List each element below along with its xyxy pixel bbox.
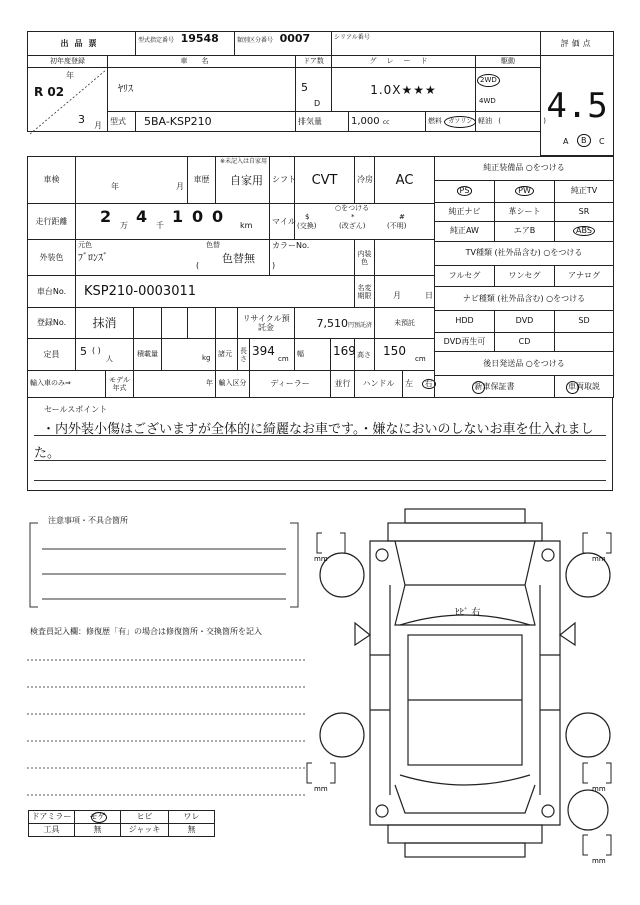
- grade-score-label: 評価点: [541, 32, 614, 56]
- drive-cell: [476, 68, 541, 112]
- recycle-not: 未預託: [375, 307, 435, 339]
- navi-type-title: ナビ種類 (社外品含む) ○をつける: [435, 287, 614, 311]
- mileage-digit-1: 2: [100, 207, 112, 227]
- doors-cell: 5 D: [296, 68, 332, 112]
- caution-bracket: [28, 519, 300, 609]
- mileage-label: 走行距離: [28, 204, 76, 240]
- import-dealer: ディーラー: [250, 370, 331, 397]
- mm-label-rr: mm: [592, 785, 606, 793]
- class-no-cell: 類別区分番号 0007: [235, 32, 332, 56]
- shift-label: シフト: [270, 157, 295, 204]
- mm-label-fl: mm: [314, 555, 328, 563]
- mm-label-fr: mm: [592, 555, 606, 563]
- mileage-digit-3: 1: [172, 207, 184, 227]
- shaken-label: 車検: [28, 157, 76, 204]
- jack-value: 無: [169, 824, 215, 837]
- odo-status-cell: ○をつける $ (交換) * (改ざん) # (不明): [295, 204, 435, 240]
- color-no-label: カラーNo.: [270, 240, 355, 276]
- handle-label: ハンドル: [355, 370, 403, 397]
- fuel-gasoline: ガソリン: [444, 116, 476, 128]
- evaluation-score: 4.5: [541, 56, 614, 156]
- capacity-cell: 5 ( ) 人: [76, 339, 134, 371]
- name-change-cell: 月 日: [375, 276, 435, 308]
- load-label: 積載量: [134, 339, 162, 371]
- length-cell: 394 cm: [250, 339, 295, 371]
- mirror-hibi: ヒビ: [121, 811, 169, 824]
- reg-no-value: 抹消: [76, 307, 134, 339]
- docs-warranty: 新車保証書: [474, 381, 515, 391]
- fuel-diesel-cell: 軽油 ( ): [476, 112, 575, 132]
- accessories-table: [28, 810, 215, 837]
- displacement-label: 排気量: [296, 112, 349, 132]
- displacement-value: 1,000: [351, 115, 380, 127]
- shaken-cell: 年 月: [76, 157, 188, 204]
- model-value: 5BA-KSP210: [136, 112, 296, 132]
- equip-aw: 純正AW: [435, 222, 495, 242]
- details-table: 車検 年 月 車歴 ※未記入は自家用 自家用 シフト CVT 冷房 AC 走行距離 2 万 4 千 1 0 0 km マイル ○をつける $ (交換) * (改ざん) # (不明) 外装色 元色 ﾌﾞﾛﾝｽﾞ 色替 色替無 ( ) カラーNo. 内装色 車台No. KSP210-0003011 名変期限 月 日 登録No. 抹消 リサイクル預託金 7,510円預託済 未預託 定員 5 ( ) 人 積載量 kg 諸元 長さ 394 cm 幅 169 高さ 150 cm 輸入車のみ⇒ モデル年式 年 輸入区分 ディーラー 並行 ハンドル 左 右: [27, 156, 435, 398]
- mm-label-spare: mm: [592, 857, 606, 865]
- equip-sr: SR: [555, 202, 614, 222]
- tv-oneseg: ワンセグ: [495, 265, 555, 287]
- inspector-lines: [27, 640, 307, 800]
- equip-ps: PS: [457, 186, 473, 196]
- navi-sd: SD: [555, 311, 614, 333]
- navi-dvd: DVD: [495, 311, 555, 333]
- form-title: 出品票: [28, 32, 136, 56]
- int-color-label: 内装色: [355, 240, 375, 276]
- interior-b: B: [577, 134, 591, 147]
- equip-pw: PW: [515, 186, 534, 196]
- import-class-label: 輸入区分: [216, 370, 250, 397]
- mirror-label: ドアミラー: [29, 811, 75, 824]
- interior-grade: [561, 134, 611, 150]
- handle-right: 右: [422, 379, 436, 389]
- serial-cell: シリアル番号: [332, 32, 541, 56]
- color-label: 外装色: [28, 240, 76, 276]
- load-cell: kg: [162, 339, 216, 371]
- damage-annotation: ﾋﾋﾞ 右: [455, 608, 481, 618]
- chassis-value: KSP210-0003011: [76, 276, 355, 308]
- import-label: 輸入車のみ⇒: [28, 370, 106, 397]
- dvd-play: DVD再生可: [435, 332, 495, 352]
- recycle-cell: 7,510円預託済: [295, 307, 375, 339]
- warranty-circle-mark: [472, 381, 485, 394]
- recycle-label: リサイクル預託金: [238, 307, 295, 339]
- docs-manual: 車両取説: [555, 376, 614, 398]
- history-cell: ※未記入は自家用 自家用: [216, 157, 270, 204]
- mirror-mo-circle: [91, 812, 107, 823]
- manual-circle-mark: [566, 381, 579, 394]
- displacement-cell: 1,000 cc: [349, 112, 426, 132]
- sales-line-1: ・内外装小傷はございますが全体的に綺麗なお車です。・嫌なにおいのしないお車を仕入れまし: [42, 422, 594, 437]
- tv-type-title: TV種類 (社外品含む) ○をつける: [435, 241, 614, 265]
- car-name-label: 車名: [108, 56, 296, 68]
- equipment-table: [434, 156, 614, 398]
- equip-airbag: エアB: [495, 222, 555, 242]
- history-label: 車歴: [188, 157, 216, 204]
- docs-warranty-cell: [435, 376, 555, 398]
- chassis-label: 車台No.: [28, 276, 76, 308]
- header-table: [27, 31, 614, 156]
- caution-label: 注意事項・不具合箇所: [48, 516, 128, 525]
- drive-2wd: 2WD: [477, 74, 500, 87]
- length-value: 394: [252, 344, 275, 359]
- equip-leather: 革シート: [495, 202, 555, 222]
- first-reg-month: 3: [78, 113, 85, 126]
- length-label: 長さ: [238, 339, 250, 371]
- color-cell: 元色 ﾌﾞﾛﾝｽﾞ 色替 色替無 ( ): [76, 240, 270, 276]
- mileage-digit-5: 0: [212, 207, 224, 227]
- model-label: 型式: [108, 112, 136, 132]
- mile-label: マイル: [270, 204, 295, 240]
- car-name: ﾔﾘｽ: [108, 68, 296, 112]
- doors-label: ドア数: [296, 56, 332, 68]
- fuel-cell: 燃料 ガソリン: [426, 112, 476, 132]
- equip-tv: 純正TV: [555, 180, 614, 202]
- height-value: 150: [383, 344, 406, 359]
- width-value: 169: [333, 344, 356, 359]
- sales-line-2: た。: [34, 446, 61, 461]
- name-change-label: 名変期限: [355, 276, 375, 308]
- handle-left: 左: [405, 378, 414, 388]
- jack-label: ジャッキ: [121, 824, 169, 837]
- reg-no-label: 登録No.: [28, 307, 76, 339]
- sales-point-box: [27, 398, 613, 491]
- class-no: 0007: [279, 32, 311, 45]
- car-diagram: [300, 495, 640, 875]
- tools-value: 無: [75, 824, 121, 837]
- history-value: 自家用: [230, 174, 263, 187]
- type-cert-cell: 型式指定番号 19548: [136, 32, 235, 56]
- model-year-label: モデル年式: [106, 370, 134, 397]
- int-color-cell: [375, 240, 435, 276]
- equipment-title: 純正装備品 ○をつける: [435, 157, 614, 181]
- type-cert-no: 19548: [180, 32, 219, 45]
- tv-analog: アナログ: [555, 265, 614, 287]
- grade-value: 1.0X★★★: [332, 68, 476, 112]
- mileage-cell: 2 万 4 千 1 0 0 km: [76, 204, 270, 240]
- tools-label: 工具: [29, 824, 75, 837]
- capacity-value: 5: [80, 345, 87, 359]
- first-reg-era: R 02: [34, 85, 65, 99]
- height-label: 高さ: [355, 339, 375, 371]
- grade-label: グレード: [332, 56, 476, 68]
- tv-fullseg: フルセグ: [435, 265, 495, 287]
- width-cell: [331, 339, 355, 371]
- sales-point-label: セールスポイント: [44, 405, 108, 414]
- mileage-digit-4: 0: [192, 207, 204, 227]
- equip-navi: 純正ナビ: [435, 202, 495, 222]
- first-reg-cell: 年 R 02 3 月: [28, 68, 108, 132]
- inspector-label: 検査員記入欄：修復歴「有」の場合は修復箇所・交換箇所を記入: [30, 627, 262, 636]
- interior-c: C: [599, 137, 605, 146]
- capacity-label: 定員: [28, 339, 76, 371]
- doors-value: 5: [301, 81, 308, 94]
- recycle-value: 7,510: [316, 316, 349, 330]
- mirror-mo: モゲ: [75, 811, 121, 824]
- mirror-ware: ワレ: [169, 811, 215, 824]
- ac-value: AC: [375, 157, 435, 204]
- dims-label: 諸元: [216, 339, 238, 371]
- shift-value: CVT: [295, 157, 355, 204]
- mm-label-rl: mm: [314, 785, 328, 793]
- navi-hdd: HDD: [435, 311, 495, 333]
- cd: CD: [495, 332, 555, 352]
- repaint-value: 色替無: [222, 252, 255, 266]
- import-parallel: 並行: [331, 370, 355, 397]
- height-cell: 150 cm: [375, 339, 435, 371]
- first-reg-label: 初年度登録: [28, 56, 108, 68]
- equip-abs: ABS: [573, 226, 595, 236]
- width-label: 幅: [295, 339, 331, 371]
- drive-label: 駆動: [476, 56, 541, 68]
- docs-title: 後日発送品 ○をつける: [435, 352, 614, 376]
- mileage-digit-2: 4: [136, 207, 148, 227]
- handle-cell: [403, 370, 435, 397]
- orig-color: ﾌﾞﾛﾝｽﾞ: [78, 253, 108, 265]
- ac-label: 冷房: [355, 157, 375, 204]
- interior-a: A: [563, 137, 569, 146]
- drive-4wd: 4WD: [479, 97, 496, 105]
